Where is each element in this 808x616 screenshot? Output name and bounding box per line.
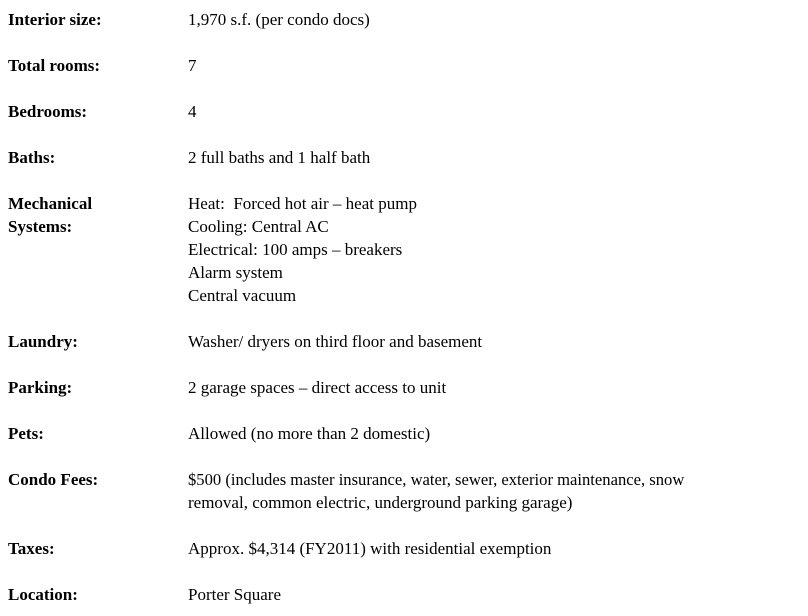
- value-line-vacuum: Central vacuum: [188, 286, 297, 305]
- value-line: Allowed (no more than 2 domestic): [188, 424, 431, 443]
- value-line: Washer/ dryers on third floor and basement: [188, 332, 483, 351]
- value-mechanical-systems: [188, 192, 802, 307]
- label-total-rooms: Total rooms:: [8, 56, 101, 75]
- value-line-electrical: Electrical: 100 amps – breakers: [188, 240, 403, 259]
- label-mechanical-systems: [8, 192, 178, 238]
- label-line: Mechanical: [8, 194, 93, 213]
- value-line-alarm: Alarm system: [188, 263, 283, 282]
- value-pets: [188, 422, 802, 445]
- label-line: Systems:: [8, 217, 73, 236]
- value-total-rooms: [188, 54, 802, 77]
- value-line: 7: [188, 56, 197, 75]
- label-pets: Pets:: [8, 424, 44, 443]
- value-line: 4: [188, 102, 197, 121]
- value-line: 1,970 s.f. (per condo docs): [188, 10, 370, 29]
- value-baths: [188, 146, 802, 169]
- value-condo-fees: [188, 468, 802, 514]
- value-parking: [188, 376, 802, 399]
- value-line-heat: Heat: Forced hot air – heat pump: [188, 194, 417, 213]
- value-line: 2 garage spaces – direct access to unit: [188, 378, 447, 397]
- label-laundry: Laundry:: [8, 332, 78, 351]
- value-laundry: [188, 330, 802, 353]
- label-baths: Baths:: [8, 148, 56, 167]
- label-interior-size: Interior size:: [8, 10, 102, 29]
- value-location: [188, 583, 802, 606]
- value-line: removal, common electric, underground parking garage): [188, 493, 573, 512]
- value-interior-size: [188, 8, 802, 31]
- value-taxes: [188, 537, 802, 560]
- value-line: 2 full baths and 1 half bath: [188, 148, 371, 167]
- label-location: Location:: [8, 585, 78, 604]
- value-line-cooling: Cooling: Central AC: [188, 217, 329, 236]
- value-bedrooms: [188, 100, 802, 123]
- label-bedrooms: Bedrooms:: [8, 102, 88, 121]
- label-parking: Parking:: [8, 378, 73, 397]
- label-condo-fees: Condo Fees:: [8, 470, 99, 489]
- value-line: Approx. $4,314 (FY2011) with residential exemption: [188, 539, 552, 558]
- value-line: $500 (includes master insurance, water, sewer, exterior maintenance, snow: [188, 470, 685, 489]
- label-taxes: Taxes:: [8, 539, 55, 558]
- value-line: Porter Square: [188, 585, 282, 604]
